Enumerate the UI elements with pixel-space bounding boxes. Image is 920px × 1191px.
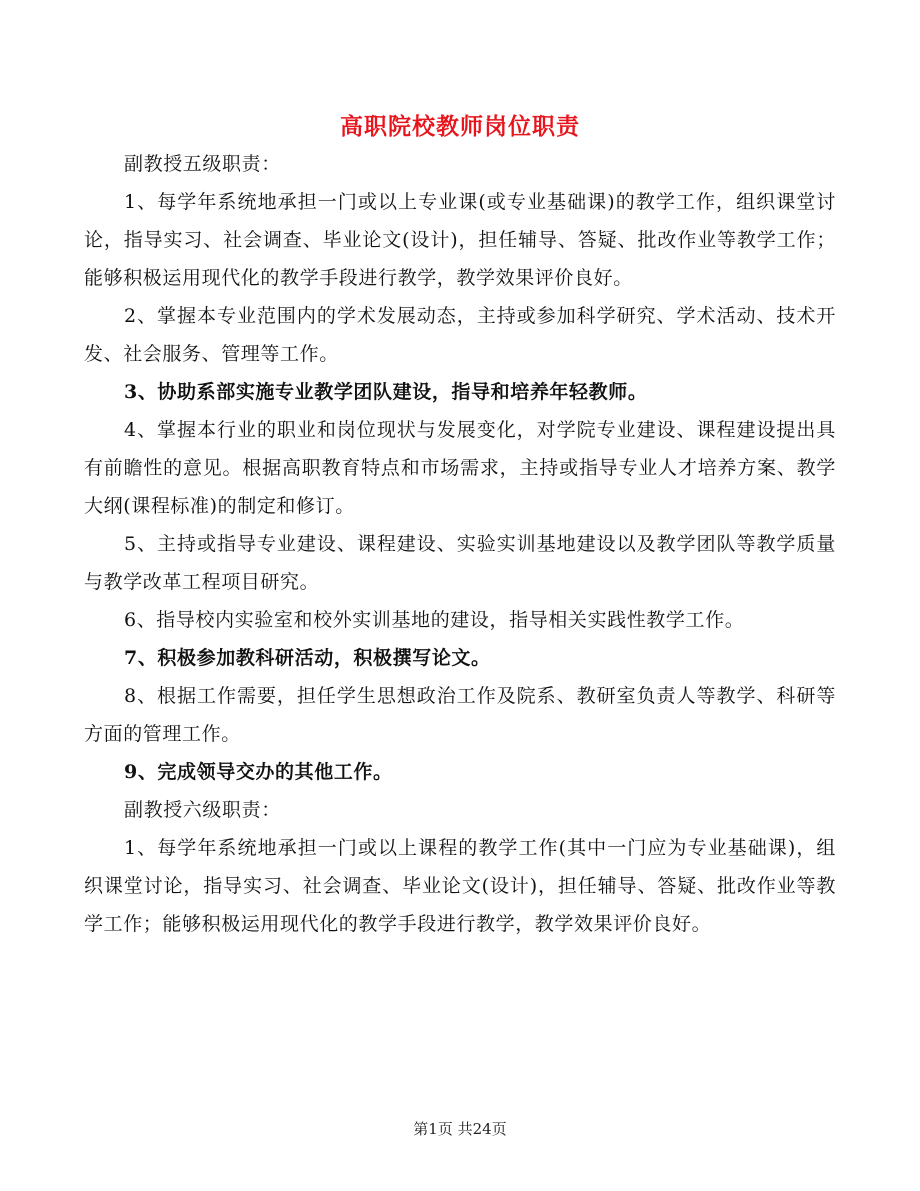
paragraph: 6、指导校内实验室和校外实训基地的建设，指导相关实践性教学工作。 <box>124 609 745 631</box>
page-number: 第1页 共24页 <box>413 1120 507 1138</box>
paragraph: 8、根据工作需要，担任学生思想政治工作及院系、教研室负责人等教学、科研等方面的管理工作。 <box>84 685 836 745</box>
paragraph: 2、掌握本专业范围内的学术发展动态，主持或参加科学研究、学术活动、技术开发、社会服务、管理等工作。 <box>84 305 836 365</box>
paragraph: 5、主持或指导专业建设、课程建设、实验实训基地建设以及教学团队等教学质量与教学改革工程项目研究。 <box>84 533 836 593</box>
paragraph: 副教授五级职责： <box>124 153 281 175</box>
paragraph: 1、每学年系统地承担一门或以上专业课(或专业基础课)的教学工作，组织课堂讨论，指导实习、社会调查、毕业论文(设计)，担任辅导、答疑、批改作业等教学工作；能够积极运用现代化的教学手段进行教学，教学效果评价良好。 <box>84 191 836 289</box>
paragraph: 3、协助系部实施专业教学团队建设，指导和培养年轻教师。 <box>124 381 648 403</box>
document-body <box>84 145 836 943</box>
paragraph: 9、完成领导交办的其他工作。 <box>124 761 393 783</box>
document-title: 高职院校教师岗位职责 <box>340 113 580 140</box>
paragraph: 副教授六级职责： <box>124 799 281 821</box>
paragraph: 1、每学年系统地承担一门或以上课程的教学工作(其中一门应为专业基础课)，组织课堂讨论，指导实习、社会调查、毕业论文(设计)，担任辅导、答疑、批改作业等教学工作；能够积极运用现代化的教学手段进行教学，教学效果评价良好。 <box>84 837 836 935</box>
paragraph: 4、掌握本行业的职业和岗位现状与发展变化，对学院专业建设、课程建设提出具有前瞻性的意见。根据高职教育特点和市场需求，主持或指导专业人才培养方案、教学大纲(课程标准)的制定和修订。 <box>84 419 836 517</box>
paragraph: 7、积极参加教科研活动，积极撰写论文。 <box>124 647 491 669</box>
